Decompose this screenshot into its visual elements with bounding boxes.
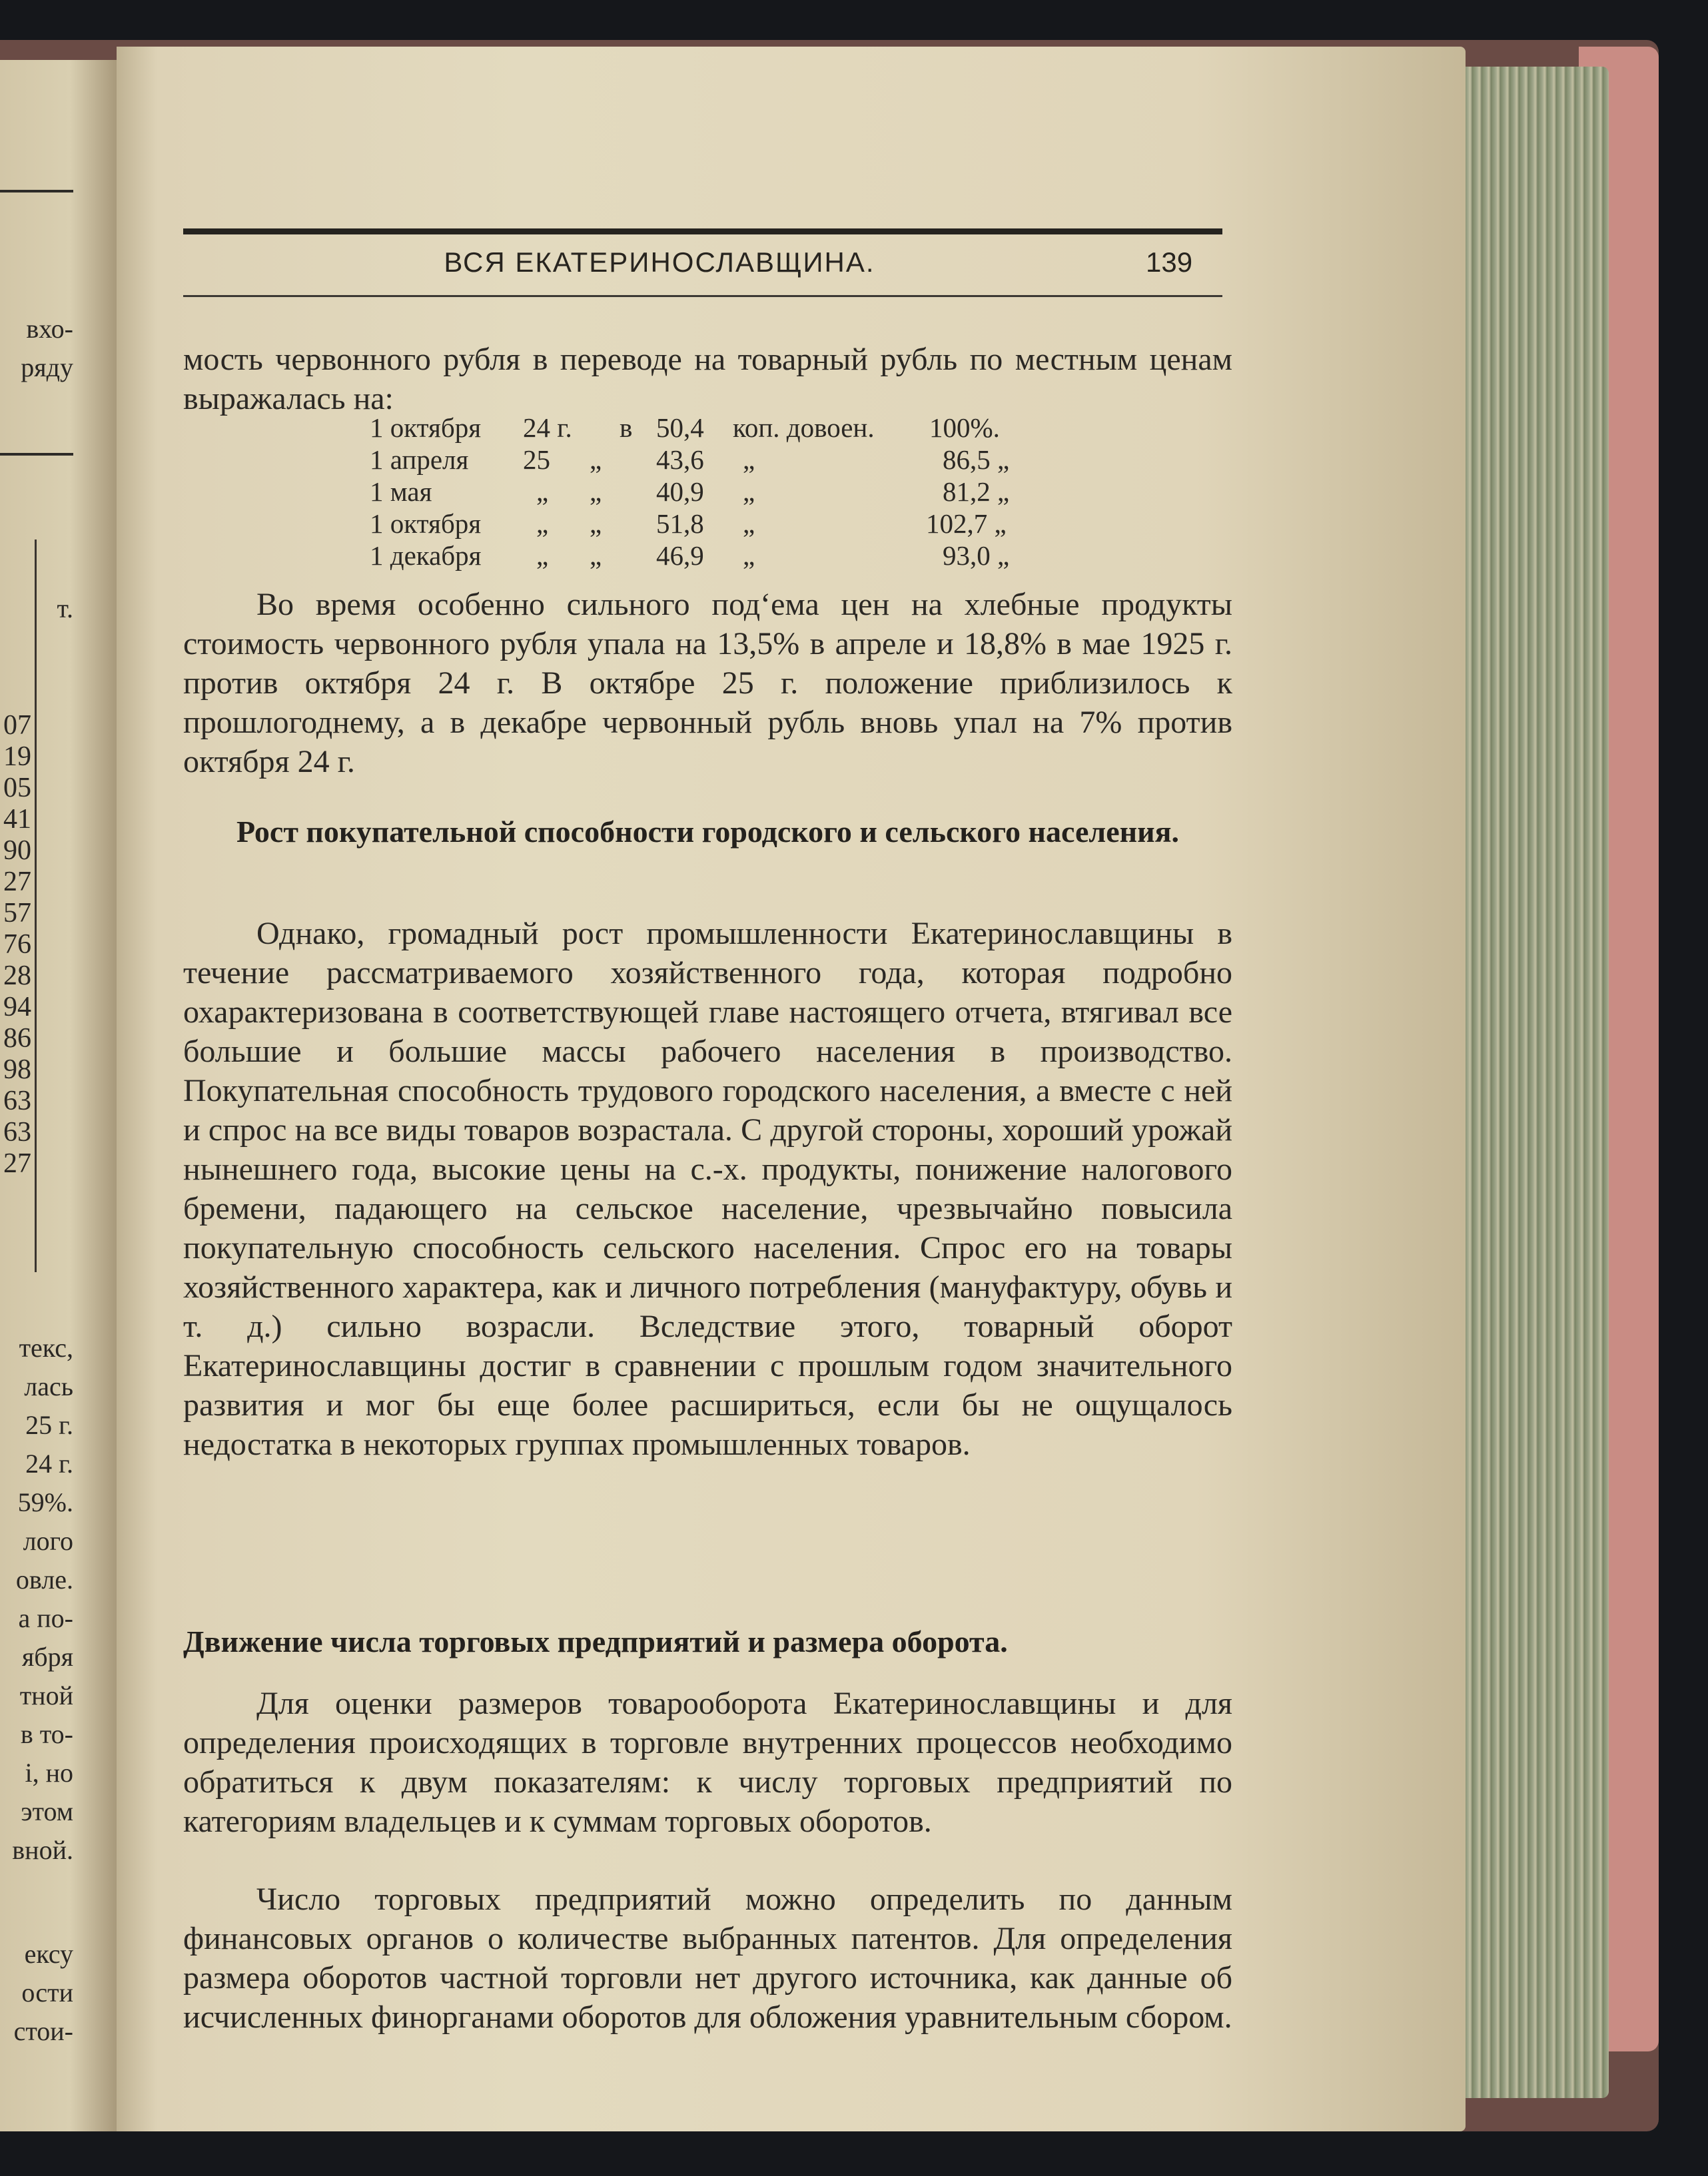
left-number: 05: [3, 773, 31, 803]
left-fragment: лась: [24, 1371, 73, 1401]
table-value: 51,8: [656, 508, 704, 539]
left-number: 28: [3, 960, 31, 991]
left-number: 63: [3, 1117, 31, 1148]
left-fragment: ости: [21, 1978, 73, 2007]
intro-text: [183, 340, 1232, 418]
left-fragment: і, но: [25, 1758, 73, 1788]
left-number: 27: [3, 1148, 31, 1179]
section-heading-2: Движение числа торговых предприятий и размера оборота.: [183, 1625, 1008, 1658]
left-rule: [0, 190, 73, 192]
left-number: 57: [3, 898, 31, 928]
table-value: 43,6: [656, 444, 704, 475]
left-number: 94: [3, 992, 31, 1022]
left-fragment: ексу: [24, 1939, 73, 1969]
table-percent: 86,5 „: [943, 444, 1010, 475]
table-date: 1 октября: [370, 412, 482, 443]
left-fragment: ряду: [21, 352, 73, 382]
left-fragment: 25 г.: [25, 1410, 73, 1440]
paragraph-1: [183, 585, 1232, 781]
section-heading-1: Рост покупательной способности городского и сельского населения.: [236, 815, 1180, 849]
paragraph-text: Однако, громадный рост промышленности Екатеринославщины в течение рассматриваемого хозяйственного года, которая подробно охарактеризована в соответствующей главе настоящего отчета, втягивал все большие и большие массы рабочего населения в производство. Покупательная способность трудового городского населения, а вместе с ней и спрос на все виды товаров возрастала. С другой стороны, хороший урожай нынешнего года, высокие цены на с.-х. продукты, понижение налогового бремени, падающего на сельское население, чрезвычайно повысила покупательную способность сельского населения. Спрос его на товары хозяйственного характера, как и личного потребления (мануфактуру, обувь и т. д.) сильно возрасли. Вследствие этого, товарный оборот Екатеринославщины достиг в сравнении с прошлым годом значительного развития и мог бы еще более расшириться, если бы не ощущалось недостатка в некоторых группах промышленных товаров.: [183, 916, 1232, 1462]
left-fragment: вхо-: [26, 314, 73, 344]
left-fragment: 59%.: [17, 1487, 73, 1517]
page-number: 139: [1146, 246, 1193, 278]
table-prep: „: [590, 508, 602, 539]
table-date: 1 октября: [370, 508, 482, 539]
left-number: 27: [3, 867, 31, 897]
left-number: 90: [3, 835, 31, 866]
table-prep: „: [590, 444, 602, 475]
paragraph-2: [183, 914, 1232, 1464]
paragraph-text: Во время особенно сильного под‘ема цен на хлебные продукты стоимость червонного рубля упала на 13,5% в апреле и 18,8% в мае 1925 г. против октября 24 г. В октябре 25 г. положение приблизилось к прошлогоднему, а в декабре червонный рубль вновь упал на 7% против октября 24 г.: [183, 587, 1232, 779]
left-number: 41: [3, 804, 31, 835]
left-fragment: стои-: [13, 2016, 73, 2046]
table-unit: „: [743, 444, 755, 475]
table-year: „: [536, 508, 549, 539]
left-rule: [0, 453, 73, 456]
paragraph-text: Число торговых предприятий можно определить по данным финансовых органов о количестве выбранных патентов. Для определения размера оборотов частной торговли нет другого источника, как данные об исчисленных финорганами оборотов для обложения уравнительным сбором.: [183, 1882, 1232, 2035]
table-value: 50,4: [656, 412, 704, 443]
table-percent: 100%.: [929, 412, 1000, 443]
table-year: „: [536, 540, 549, 571]
left-fragment: ября: [21, 1642, 73, 1672]
table-unit: „: [743, 540, 755, 571]
running-title: ВСЯ ЕКАТЕРИНОСЛАВЩИНА.: [444, 246, 875, 278]
table-date: 1 декабря: [370, 540, 482, 571]
right-page: [117, 47, 1466, 2131]
left-fragment: лого: [23, 1526, 73, 1556]
table-percent: 81,2 „: [943, 476, 1010, 507]
table-year: 24 г.: [523, 412, 572, 443]
left-table-line: [35, 540, 37, 1272]
left-number: 63: [3, 1086, 31, 1116]
table-unit: коп. довоен.: [733, 412, 875, 443]
paragraph-4: [183, 1880, 1232, 2037]
table-value: 40,9: [656, 476, 704, 507]
left-fragment: в то-: [20, 1719, 73, 1749]
table-value: 46,9: [656, 540, 704, 571]
left-fragment: текс,: [19, 1333, 73, 1363]
left-number: 19: [3, 741, 31, 772]
left-page: [0, 60, 117, 2131]
table-percent: 102,7 „: [926, 508, 1007, 539]
intro-paragraph: мость червонного рубля в переводе на товарный рубль по местным ценам выражалась на:: [183, 342, 1232, 416]
left-number: 86: [3, 1023, 31, 1054]
left-number: 98: [3, 1054, 31, 1085]
left-fragment: вной.: [12, 1835, 73, 1865]
left-fragment: этом: [21, 1796, 73, 1826]
table-prep: „: [590, 476, 602, 507]
table-percent: 93,0 „: [943, 540, 1010, 571]
left-fragment: овле.: [15, 1565, 73, 1595]
table-unit: „: [743, 476, 755, 507]
table-date: 1 апреля: [370, 444, 469, 475]
left-number: 76: [3, 929, 31, 960]
left-fragment: т.: [57, 593, 73, 623]
table-year: „: [536, 476, 549, 507]
header-rule-thin: [183, 295, 1222, 297]
paragraph-text: Для оценки размеров товарооборота Екатеринославщины и для определения происходящих в торговле внутренних процессов необходимо обратиться к двум показателям: к числу торговых предприятий по категориям владельцев и к суммам торговых оборотов.: [183, 1686, 1232, 1839]
table-date: 1 мая: [370, 476, 432, 507]
table-unit: „: [743, 508, 755, 539]
table-prep: в: [620, 412, 633, 443]
left-fragment: тной: [19, 1680, 73, 1710]
paragraph-3: [183, 1684, 1232, 1841]
left-fragment: а по-: [18, 1603, 73, 1633]
table-year: 25: [523, 444, 550, 475]
left-fragment: 24 г.: [25, 1449, 73, 1479]
left-number: 07: [3, 710, 31, 741]
table-prep: „: [590, 540, 602, 571]
header-rule-thick: [183, 228, 1222, 234]
